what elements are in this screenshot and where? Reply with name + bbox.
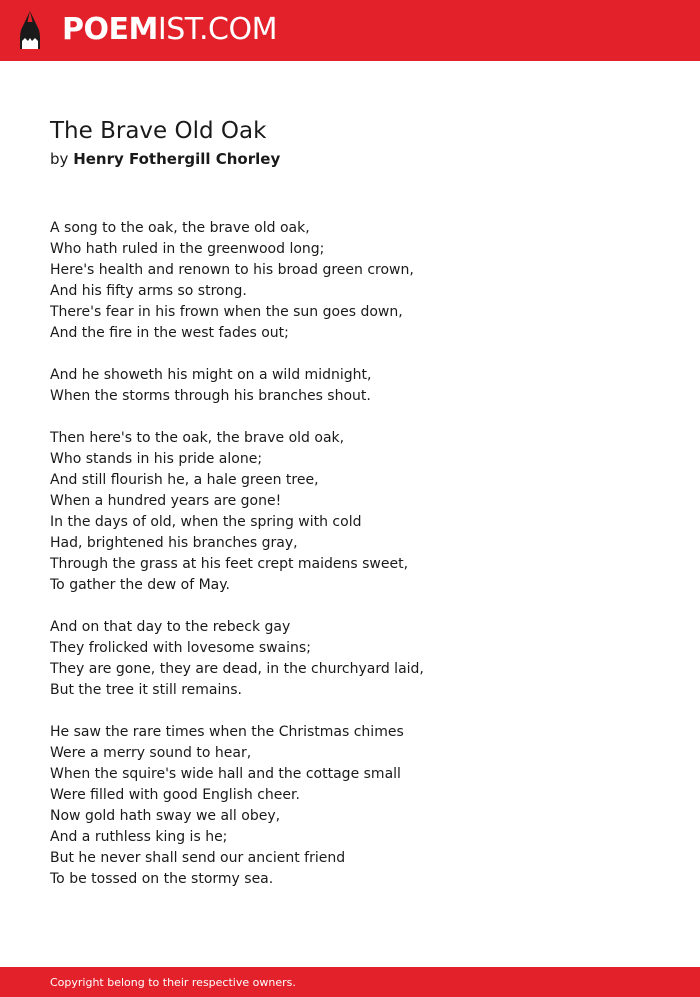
poem-line: He saw the rare times when the Christmas chimes [50,724,404,740]
poem-body [50,218,650,911]
poem-line: To be tossed on the stormy sea. [50,871,274,887]
poem-line: A song to the oak, the brave old oak, [50,220,310,236]
poem-line: When a hundred years are gone! [50,493,282,509]
poem-stanza [50,722,650,890]
poem-author: Henry Fothergill Chorley [73,150,281,168]
poem-line: Who hath ruled in the greenwood long; [50,241,325,257]
poem-line: And still flourish he, a hale green tree, [50,472,319,488]
site-logo[interactable] [62,12,277,48]
poem-line: They frolicked with lovesome swains; [50,640,311,656]
site-footer [0,967,700,997]
pen-nib-icon [18,10,42,50]
poem-stanza [50,428,650,596]
poem-line: They are gone, they are dead, in the churchyard laid, [50,661,424,677]
logo-bold-text: POEM [62,12,158,47]
poem-stanza [50,365,650,407]
poem-line: To gather the dew of May. [50,577,231,593]
poem-line: And his fifty arms so strong. [50,283,247,299]
poem-line: Had, brightened his branches gray, [50,535,298,551]
poem-line: Here's health and renown to his broad green crown, [50,262,414,278]
poem-line: But he never shall send our ancient friend [50,850,346,866]
poem-line: But the tree it still remains. [50,682,242,698]
poem-line: Then here's to the oak, the brave old oak, [50,430,345,446]
poem-line: Through the grass at his feet crept maidens sweet, [50,556,409,572]
poem-title: The Brave Old Oak [50,118,267,144]
poem-line: There's fear in his frown when the sun goes down, [50,304,403,320]
copyright-text: Copyright belong to their respective owners. [50,976,296,989]
poem-line: Were a merry sound to hear, [50,745,252,761]
poem-line: Were filled with good English cheer. [50,787,300,803]
poem-stanza [50,617,650,701]
poem-line: Who stands in his pride alone; [50,451,263,467]
poem-byline [50,149,280,169]
poem-line: And a ruthless king is he; [50,829,228,845]
poem-line: Now gold hath sway we all obey, [50,808,281,824]
poem-stanza [50,218,650,344]
site-header [0,0,700,61]
poem-line: And the fire in the west fades out; [50,325,289,341]
logo-light-text: IST.COM [157,12,277,47]
poem-line: When the storms through his branches shout. [50,388,371,404]
poem-line: When the squire's wide hall and the cottage small [50,766,401,782]
byline-prefix: by [50,150,69,168]
poem-line: In the days of old, when the spring with cold [50,514,362,530]
poem-line: And he showeth his might on a wild midnight, [50,367,372,383]
poem-line: And on that day to the rebeck gay [50,619,291,635]
